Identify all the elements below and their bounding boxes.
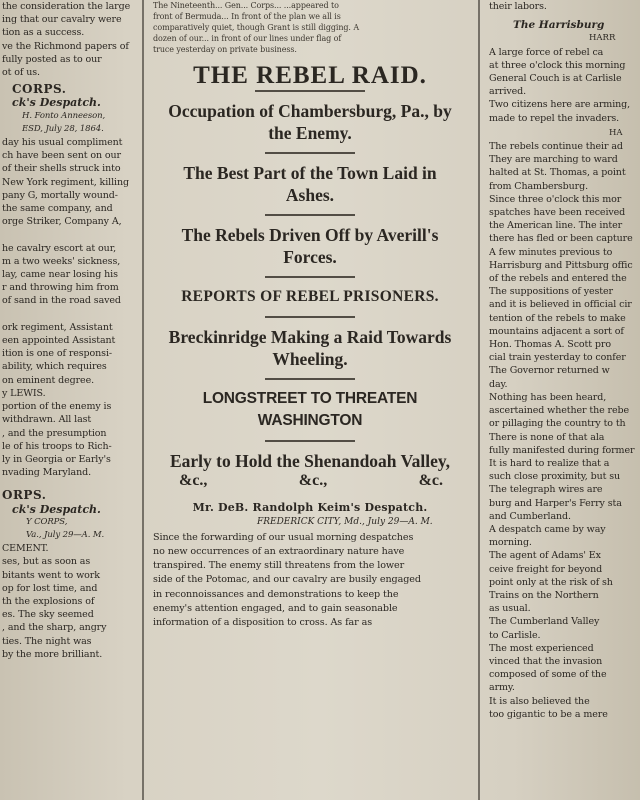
text-line: ition is one of responsi- bbox=[2, 348, 113, 360]
right-column bbox=[487, 0, 640, 800]
dateline-line: H. Fonto Anneeson, bbox=[22, 110, 106, 121]
text-line: in reconnoissances and demonstrations to keep the bbox=[153, 588, 399, 600]
deck-divider-6 bbox=[265, 440, 355, 442]
headline: THE REBEL RAID. bbox=[193, 62, 427, 89]
right-top-text bbox=[489, 0, 640, 13]
text-line: or pillaging the country to th bbox=[489, 418, 626, 430]
etc-1: &c., bbox=[179, 472, 208, 490]
left-column bbox=[0, 0, 140, 800]
text-line: tion as a success. bbox=[2, 27, 85, 39]
deck-longstreet: LONGSTREET TO THREATEN WASHINGTON bbox=[202, 390, 418, 430]
text-line: y LEWIS. bbox=[2, 387, 46, 399]
text-line: A despatch came by way bbox=[489, 523, 606, 535]
right-heading-harrisburg: The Harrisburg bbox=[513, 19, 605, 32]
text-line: made to repel the invaders. bbox=[489, 112, 620, 124]
text-line: nvading Maryland. bbox=[2, 467, 92, 479]
dateline-line: Y CORPS, bbox=[26, 516, 68, 527]
text-line: Nothing has been heard, bbox=[489, 391, 607, 403]
text-line: The Nineteenth... Gen... Corps... ...appeared to bbox=[153, 1, 339, 10]
text-line: m a two weeks' sickness, bbox=[2, 255, 121, 267]
text-line: as usual. bbox=[489, 603, 531, 615]
text-line: New York regiment, killing bbox=[2, 176, 129, 188]
text-line: point only at the risk of sh bbox=[489, 576, 613, 588]
text-line: The agent of Adams' Ex bbox=[489, 550, 601, 562]
text-line: It is also believed the bbox=[489, 695, 590, 707]
deck-town-ashes: The Best Part of the Town Laid in Ashes. bbox=[183, 163, 437, 206]
text-line bbox=[2, 228, 140, 241]
text-line: Hon. Thomas A. Scott pro bbox=[489, 339, 611, 351]
text-line: op for lost time, and bbox=[2, 582, 98, 594]
deck-divider-3 bbox=[265, 276, 355, 278]
text-line: no new occurrences of an extraordinary nature have bbox=[153, 546, 405, 558]
text-line: es. The sky seemed bbox=[2, 609, 94, 621]
text-line: ly in Georgia or Early's bbox=[2, 453, 111, 465]
text-line: pany G, mortally wound- bbox=[2, 189, 118, 201]
text-line: halted at St. Thomas, a point bbox=[489, 167, 626, 179]
text-line: truce yesterday on private business. bbox=[153, 45, 297, 54]
text-line: fully manifested during former bbox=[489, 444, 635, 456]
text-line: bitants went to work bbox=[2, 569, 100, 581]
text-line: The Cumberland Valley bbox=[489, 616, 600, 628]
text-line: ceive freight for beyond bbox=[489, 563, 603, 575]
right-text-2 bbox=[489, 140, 640, 721]
left-despatch-info-1 bbox=[2, 110, 140, 136]
text-line: fully posted as to our bbox=[2, 53, 102, 65]
deck-early-shenandoah: Early to Hold the Shenandoah Valley, bbox=[169, 451, 451, 472]
etc-row bbox=[147, 472, 473, 490]
text-line: composed of some of the bbox=[489, 669, 607, 681]
text-line: army. bbox=[489, 682, 515, 694]
column-rule-right bbox=[478, 0, 480, 800]
text-line: information of a disposition to cross. As far as bbox=[153, 617, 373, 629]
text-line: , and the sharp, angry bbox=[2, 622, 107, 634]
deck-divider-5 bbox=[265, 378, 355, 380]
text-line: lay, came near losing his bbox=[2, 269, 118, 281]
text-line: such close proximity, but su bbox=[489, 471, 621, 483]
deck-rebels-driven: The Rebels Driven Off by Averill's Forces. bbox=[181, 225, 439, 268]
deck-rebel-prisoners: REPORTS OF REBEL PRISONERS. bbox=[181, 288, 439, 306]
center-top-text bbox=[147, 0, 473, 55]
text-line: of sand in the road saved bbox=[2, 295, 121, 307]
text-line: at three o'clock this morning bbox=[489, 59, 626, 71]
text-line: A large force of rebel ca bbox=[489, 46, 604, 58]
text-line: le of his troops to Rich- bbox=[2, 440, 112, 452]
text-line: ses, but as soon as bbox=[2, 556, 91, 568]
text-line: ability, which requires bbox=[2, 361, 107, 373]
text-line: Trains on the Northern bbox=[489, 589, 599, 601]
deck-divider-1 bbox=[265, 152, 355, 154]
deck-breckinridge: Breckinridge Making a Raid Towards Wheeling. bbox=[168, 327, 452, 370]
text-line: there has fled or been capture bbox=[489, 233, 633, 245]
text-line: of the rebels and entered the bbox=[489, 273, 627, 285]
text-line: It is hard to realize that a bbox=[489, 457, 610, 469]
text-line: Since the forwarding of our usual morning despatches bbox=[153, 531, 414, 543]
text-line: from Chambersburg. bbox=[489, 180, 589, 192]
left-despatch-block-1 bbox=[2, 96, 140, 109]
etc-2: &c., bbox=[298, 472, 328, 490]
left-corps-heading-1: CORPS. bbox=[12, 82, 67, 97]
dateline-line: ESD, July 28, 1864. bbox=[22, 123, 104, 134]
text-line: dozen of our... in front of our lines under flag of bbox=[153, 34, 342, 43]
text-line: orge Striker, Company A, bbox=[2, 216, 122, 228]
deck-divider-4 bbox=[265, 316, 355, 318]
left-bottom-text bbox=[2, 542, 140, 661]
text-line: morning. bbox=[489, 537, 532, 549]
text-line: ing that our cavalry were bbox=[2, 14, 122, 26]
left-middle-text bbox=[2, 136, 140, 479]
text-line: side of the Potomac, and our cavalry are busily engaged bbox=[153, 574, 421, 586]
text-line: of their shells struck into bbox=[2, 163, 121, 175]
text-line: ascertained whether the rebe bbox=[489, 405, 630, 417]
text-line: mountains adjacent a sort of bbox=[489, 325, 624, 337]
text-line: r and throwing him from bbox=[2, 282, 119, 294]
text-line: the American line. The inter bbox=[489, 220, 623, 232]
text-line: tention of the rebels to make bbox=[489, 312, 626, 324]
article-body bbox=[147, 529, 473, 630]
text-line: to Carlisle. bbox=[489, 629, 541, 641]
text-line: A few minutes previous to bbox=[489, 246, 613, 258]
text-line: front of Bermuda... In front of the plan we all is bbox=[153, 12, 341, 21]
dateline-line: Va., July 29—A. M. bbox=[26, 529, 105, 540]
text-line: Since three o'clock this mor bbox=[489, 193, 622, 205]
text-line: , and the presumption bbox=[2, 427, 107, 439]
text-line: The telegraph wires are bbox=[489, 484, 603, 496]
text-line: The most experienced bbox=[489, 642, 594, 654]
text-line: the same company, and bbox=[2, 203, 113, 215]
text-line: by the more brilliant. bbox=[2, 648, 103, 660]
text-line: There is none of that ala bbox=[489, 431, 605, 443]
text-line: transpired. The enemy still threatens from the lower bbox=[153, 560, 405, 572]
byline: Mr. DeB. Randolph Keim's Despatch. bbox=[192, 501, 428, 515]
text-line: ve the Richmond papers of bbox=[2, 40, 129, 52]
text-line: ork regiment, Assistant bbox=[2, 321, 113, 333]
left-despatch-heading-1: ck's Despatch. bbox=[12, 96, 101, 110]
text-line: arrived. bbox=[489, 86, 527, 98]
text-line: Harrisburg and Pittsburg offic bbox=[489, 259, 633, 271]
text-line: The suppositions of yester bbox=[489, 286, 613, 298]
dateline: FREDERICK CITY, Md., July 29—A. M. bbox=[257, 516, 433, 527]
text-line: ties. The night was bbox=[2, 635, 92, 647]
text-line: CEMENT. bbox=[2, 543, 49, 555]
text-line: he cavalry escort at our, bbox=[2, 242, 117, 254]
text-line: They are marching to ward bbox=[489, 154, 618, 166]
deck-divider-2 bbox=[265, 214, 355, 216]
text-line: too gigantic to be a mere bbox=[489, 708, 608, 720]
text-line: ch have been sent on our bbox=[2, 150, 122, 162]
text-line: and it is believed in official cir bbox=[489, 299, 632, 311]
right-text-1 bbox=[489, 46, 640, 125]
text-line bbox=[2, 308, 140, 321]
text-line: the consideration the large bbox=[2, 1, 131, 12]
right-subheading-1: HARR bbox=[589, 33, 616, 44]
left-corps-heading-2: ORPS. bbox=[2, 488, 47, 503]
right-subheading-2: HA bbox=[609, 127, 623, 138]
left-top-text bbox=[2, 0, 140, 79]
text-line: The rebels continue their ad bbox=[489, 141, 623, 153]
text-line: General Couch is at Carlisle bbox=[489, 73, 622, 85]
text-line: vinced that the invasion bbox=[489, 655, 603, 667]
text-line: een appointed Assistant bbox=[2, 335, 116, 347]
text-line: their labors. bbox=[489, 1, 547, 12]
text-line: and Cumberland. bbox=[489, 510, 571, 522]
text-line: comparatively quiet, though Grant is still digging. A bbox=[153, 23, 359, 32]
left-despatch-heading-2: ck's Despatch. bbox=[12, 502, 101, 516]
text-line: on eminent degree. bbox=[2, 374, 95, 386]
text-line: spatches have been received bbox=[489, 207, 626, 219]
text-line: Two citizens here are arming, bbox=[489, 99, 631, 111]
text-line: ot of us. bbox=[2, 67, 40, 79]
text-line: withdrawn. All last bbox=[2, 414, 92, 426]
center-column bbox=[147, 0, 473, 800]
text-line: burg and Harper's Ferry sta bbox=[489, 497, 622, 509]
text-line: day. bbox=[489, 378, 508, 390]
headline-divider bbox=[255, 90, 365, 92]
text-line: day his usual compliment bbox=[2, 137, 123, 149]
left-despatch-info-2 bbox=[2, 516, 140, 542]
column-rule-left bbox=[142, 0, 144, 800]
text-line: enemy's attention engaged, and to gain seasonable bbox=[153, 602, 398, 614]
deck-occupation: Occupation of Chambersburg, Pa., by the Enemy. bbox=[168, 101, 452, 144]
etc-3: &c. bbox=[418, 472, 443, 490]
text-line: th the explosions of bbox=[2, 595, 95, 607]
text-line: cial train yesterday to confer bbox=[489, 352, 626, 364]
text-line: The Governor returned w bbox=[489, 365, 610, 377]
text-line: portion of the enemy is bbox=[2, 401, 112, 413]
